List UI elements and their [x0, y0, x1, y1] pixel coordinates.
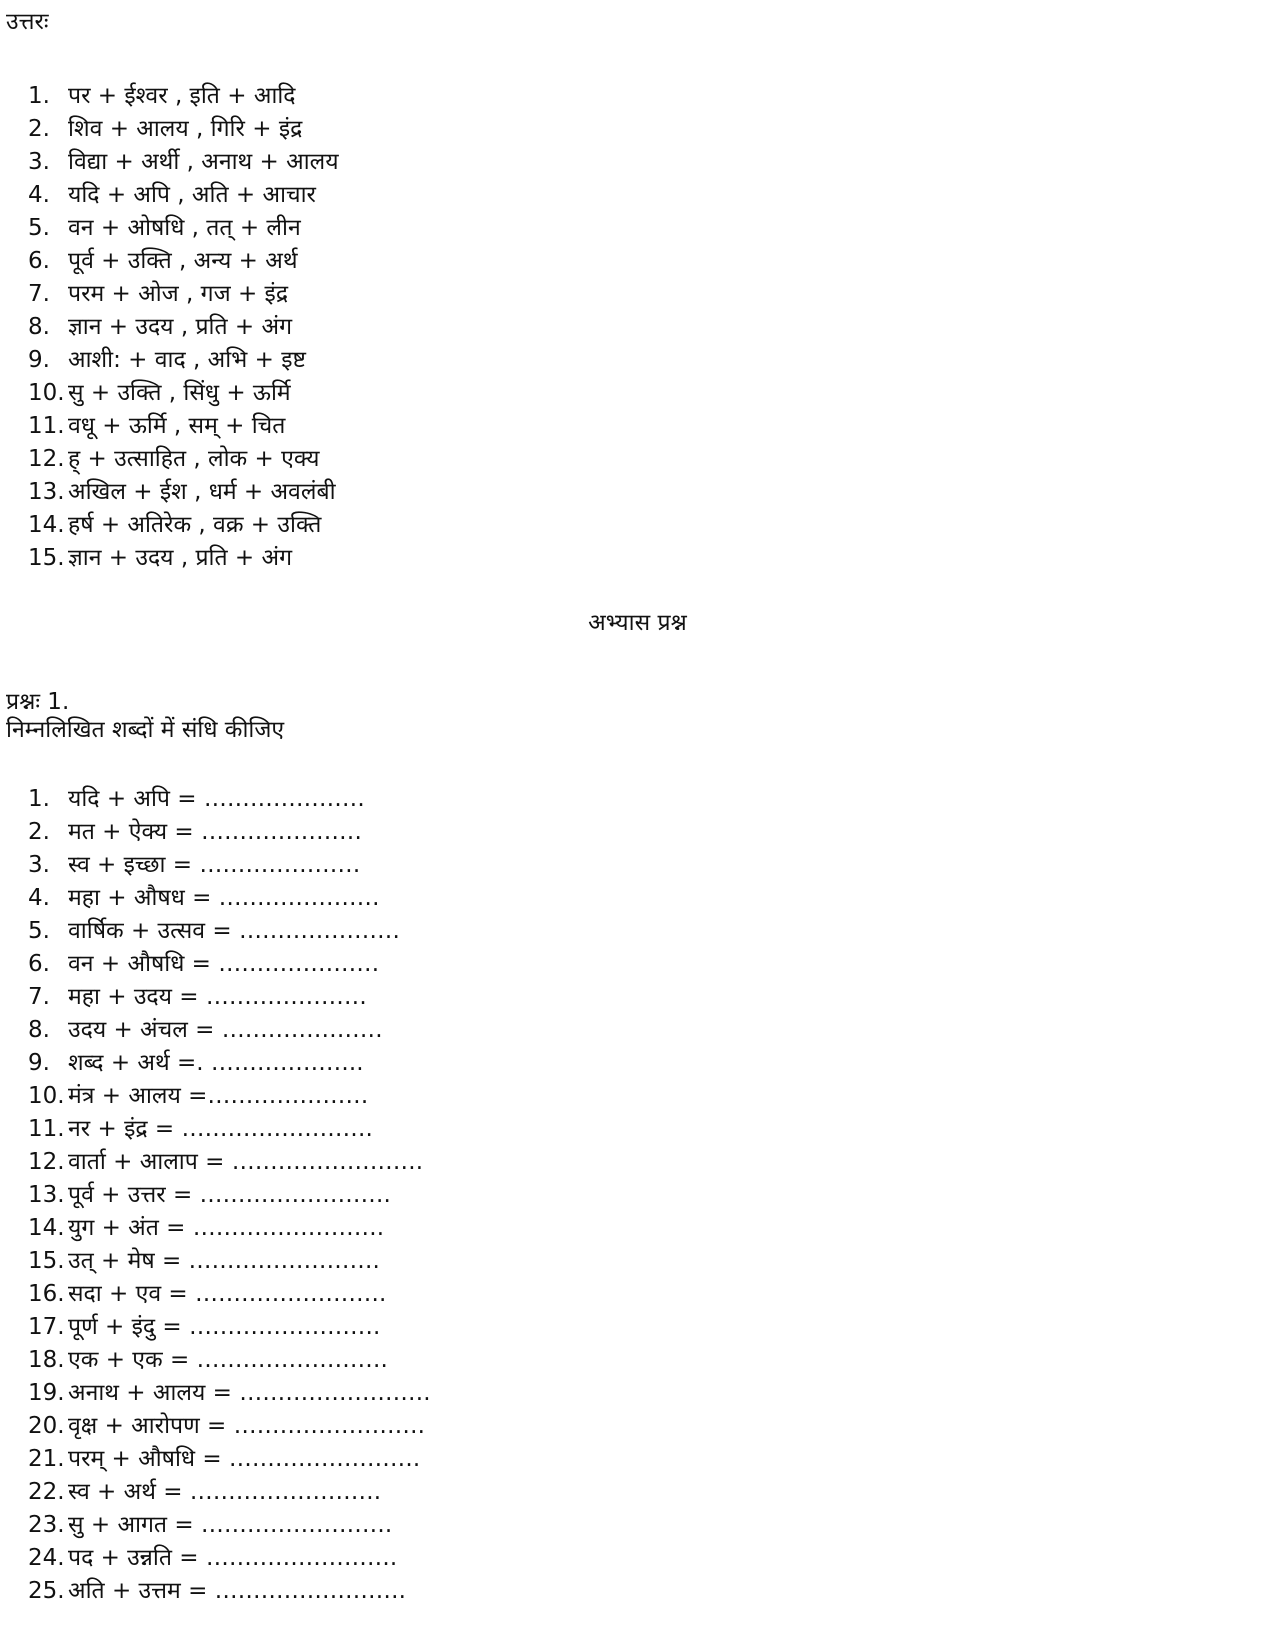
item-number: 7. [28, 281, 50, 307]
item-number: 7. [28, 984, 50, 1010]
list-item [28, 1278, 431, 1311]
item-text: विद्या + अर्थी , अनाथ + आलय [68, 149, 339, 175]
item-number: 8. [28, 314, 50, 340]
item-number: 5. [28, 918, 50, 944]
list-item [28, 1146, 431, 1179]
list-item [28, 542, 339, 575]
list-item [28, 179, 339, 212]
item-number: 14. [28, 1215, 65, 1241]
item-text: परम् + औषधि = ……………………. [68, 1446, 421, 1472]
item-number: 13. [28, 1182, 65, 1208]
list-item [28, 509, 339, 542]
list-item [28, 344, 339, 377]
answers-heading: उत्तरः [6, 9, 49, 35]
list-item [28, 816, 431, 849]
item-text: मंत्र + आलय =………………… [68, 1083, 369, 1109]
list-item [28, 882, 431, 915]
item-number: 9. [28, 1050, 50, 1076]
list-item [28, 1410, 431, 1443]
list-item [28, 1245, 431, 1278]
list-item [28, 80, 339, 113]
list-item [28, 1047, 431, 1080]
item-number: 21. [28, 1446, 65, 1472]
list-item [28, 1212, 431, 1245]
list-item [28, 1344, 431, 1377]
item-number: 5. [28, 215, 50, 241]
list-item [28, 1509, 431, 1542]
list-item [28, 783, 431, 816]
question-number: प्रश्नः 1. [6, 689, 70, 715]
item-number: 8. [28, 1017, 50, 1043]
item-number: 11. [28, 413, 65, 439]
item-text: यदि + अपि = ………………… [68, 786, 365, 812]
list-item [28, 1476, 431, 1509]
list-item [28, 849, 431, 882]
item-number: 2. [28, 819, 50, 845]
item-text: सु + आगत = ……………………. [68, 1512, 393, 1538]
item-number: 17. [28, 1314, 65, 1340]
item-number: 20. [28, 1413, 65, 1439]
item-text: अति + उत्तम = ……………………. [68, 1578, 406, 1604]
item-number: 4. [28, 182, 50, 208]
item-text: शिव + आलय , गिरि + इंद्र [68, 116, 303, 142]
item-text: सु + उक्ति , सिंधु + ऊर्मि [68, 380, 291, 406]
item-number: 16. [28, 1281, 65, 1307]
item-text: पर + ईश्वर , इति + आदि [68, 83, 296, 109]
item-text: पूर्व + उक्ति , अन्य + अर्थ [68, 248, 298, 274]
list-item [28, 915, 431, 948]
item-number: 25. [28, 1578, 65, 1604]
practice-heading: अभ्यास प्रश्न [588, 610, 687, 636]
list-item [28, 476, 339, 509]
list-item [28, 1377, 431, 1410]
list-item [28, 1113, 431, 1146]
list-item [28, 1311, 431, 1344]
item-text: वन + ओषधि , तत् + लीन [68, 215, 301, 241]
item-number: 10. [28, 1083, 65, 1109]
item-number: 9. [28, 347, 50, 373]
item-text: पूर्व + उत्तर = ……………………. [68, 1182, 391, 1208]
list-item [28, 1542, 431, 1575]
item-text: परम + ओज , गज + इंद्र [68, 281, 289, 307]
list-item [28, 278, 339, 311]
list-item [28, 1179, 431, 1212]
list-item [28, 311, 339, 344]
item-number: 6. [28, 951, 50, 977]
item-number: 3. [28, 149, 50, 175]
item-text: स्व + इच्छा = ………………… [68, 852, 361, 878]
question-instruction: निम्नलिखित शब्दों में संधि कीजिए [6, 717, 285, 743]
list-item [28, 1575, 431, 1608]
answers-list [28, 80, 339, 575]
item-text: अखिल + ईश , धर्म + अवलंबी [68, 479, 336, 505]
exercise-list [28, 783, 431, 1608]
item-number: 22. [28, 1479, 65, 1505]
item-text: वन + औषधि = ………………… [68, 951, 380, 977]
item-number: 15. [28, 1248, 65, 1274]
item-text: ज्ञान + उदय , प्रति + अंग [68, 314, 293, 340]
item-text: महा + उदय = ………………… [68, 984, 367, 1010]
item-number: 2. [28, 116, 50, 142]
item-text: सदा + एव = ……………………. [68, 1281, 387, 1307]
item-text: वधू + ऊर्मि , सम् + चित [68, 413, 286, 439]
list-item [28, 113, 339, 146]
item-text: एक + एक = ……………………. [68, 1347, 388, 1373]
list-item [28, 948, 431, 981]
item-text: ह् + उत्साहित , लोक + एक्य [68, 446, 320, 472]
item-number: 3. [28, 852, 50, 878]
item-text: अनाथ + आलय = ……………………. [68, 1380, 431, 1406]
item-number: 1. [28, 83, 50, 109]
list-item [28, 1443, 431, 1476]
list-item [28, 410, 339, 443]
item-number: 19. [28, 1380, 65, 1406]
item-number: 14. [28, 512, 65, 538]
item-number: 24. [28, 1545, 65, 1571]
list-item [28, 146, 339, 179]
item-text: शब्द + अर्थ =. ……………….. [68, 1050, 364, 1076]
item-text: युग + अंत = ……………………. [68, 1215, 385, 1241]
item-number: 11. [28, 1116, 65, 1142]
item-text: वृक्ष + आरोपण = ……………………. [68, 1413, 425, 1439]
item-text: पद + उन्नति = ……………………. [68, 1545, 398, 1571]
item-number: 12. [28, 1149, 65, 1175]
item-text: महा + औषध = ………………… [68, 885, 380, 911]
item-text: उदय + अंचल = ………………… [68, 1017, 383, 1043]
item-text: हर्ष + अतिरेक , वक्र + उक्ति [68, 512, 322, 538]
item-text: नर + इंद्र = ……………………. [68, 1116, 373, 1142]
list-item [28, 377, 339, 410]
item-number: 10. [28, 380, 65, 406]
item-number: 23. [28, 1512, 65, 1538]
item-number: 13. [28, 479, 65, 505]
item-text: उत् + मेष = ……………………. [68, 1248, 380, 1274]
list-item [28, 981, 431, 1014]
item-text: वार्षिक + उत्सव = ………………… [68, 918, 400, 944]
list-item [28, 245, 339, 278]
item-number: 12. [28, 446, 65, 472]
item-text: यदि + अपि , अति + आचार [68, 182, 316, 208]
item-text: स्व + अर्थ = ……………………. [68, 1479, 382, 1505]
item-text: मत + ऐक्य = ………………… [68, 819, 363, 845]
list-item [28, 1014, 431, 1047]
item-number: 18. [28, 1347, 65, 1373]
item-number: 1. [28, 786, 50, 812]
list-item [28, 212, 339, 245]
item-text: वार्ता + आलाप = ……………………. [68, 1149, 424, 1175]
item-number: 4. [28, 885, 50, 911]
list-item [28, 443, 339, 476]
list-item [28, 1080, 431, 1113]
item-text: ज्ञान + उदय , प्रति + अंग [68, 545, 293, 571]
item-number: 15. [28, 545, 65, 571]
item-number: 6. [28, 248, 50, 274]
item-text: आशी: + वाद , अभि + इष्ट [68, 347, 306, 373]
item-text: पूर्ण + इंदु = ……………………. [68, 1314, 381, 1340]
